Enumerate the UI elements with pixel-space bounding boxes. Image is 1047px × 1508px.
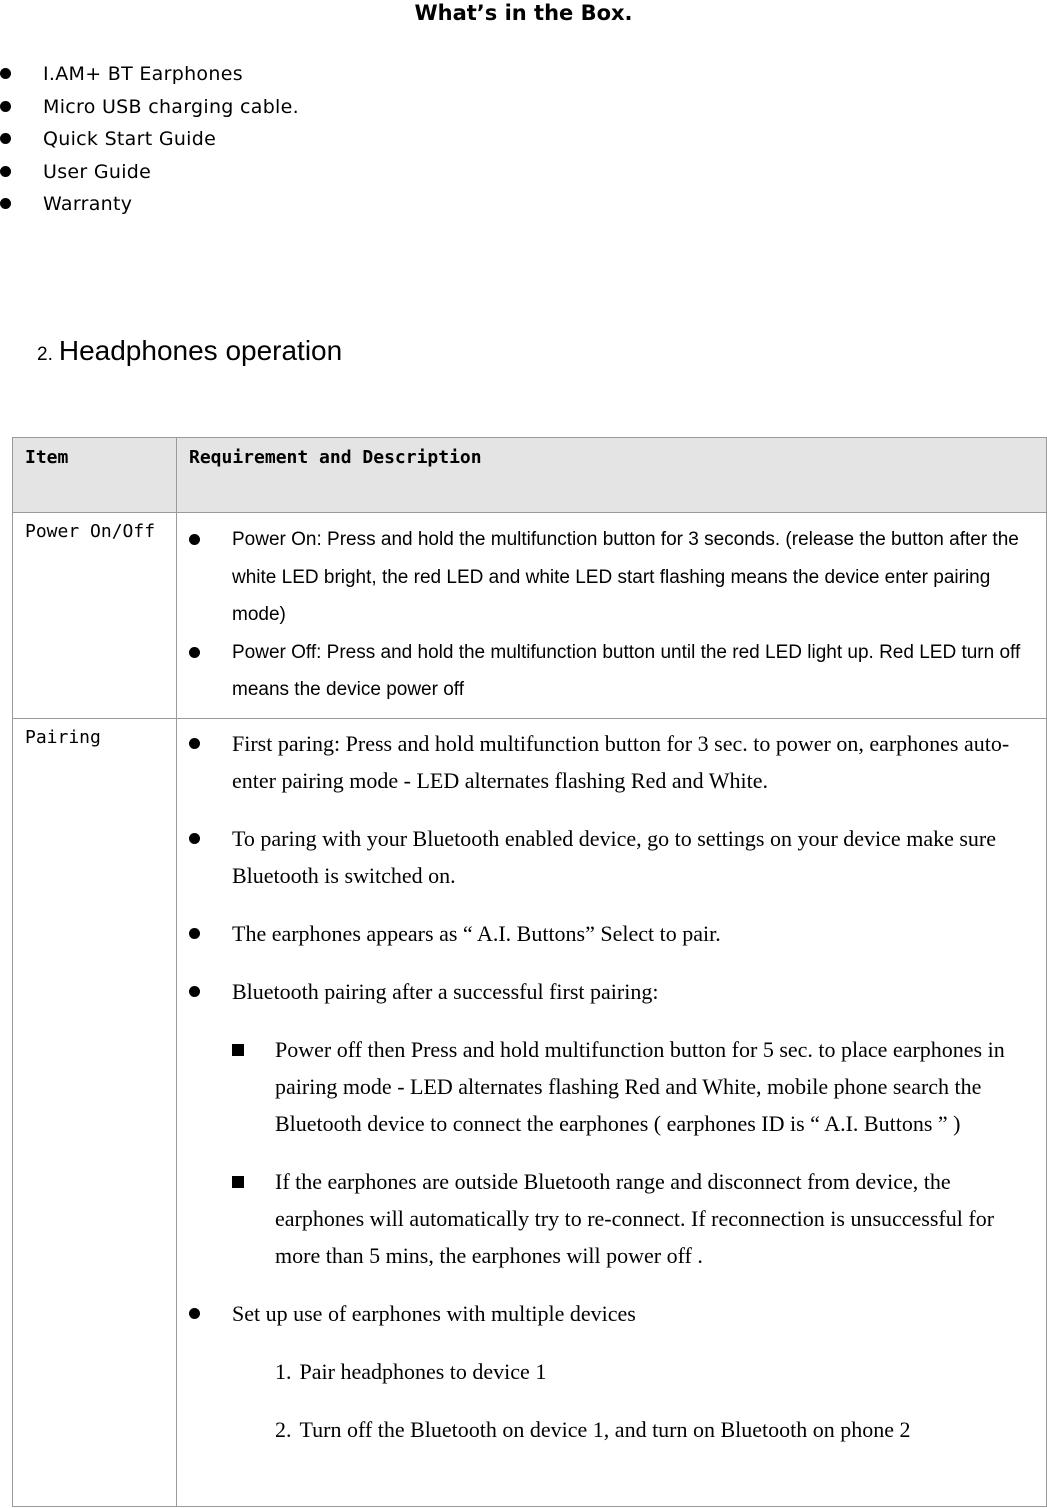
table-row xyxy=(13,719,1047,1507)
section-number: 2. xyxy=(37,344,53,365)
list-item: 2. Turn off the Bluetooth on device 1, and turn on Bluetooth on phone 2 xyxy=(275,1417,911,1442)
list-item: If the earphones are outside Bluetooth range and disconnect from device, the earphones will automatically try to re-connect. If reconnection is unsuccessful for more than 5 mins, the earphones will power off . xyxy=(232,1163,1034,1274)
bullet-icon xyxy=(189,928,200,939)
bullet-icon xyxy=(189,738,200,749)
description-cell-power xyxy=(177,513,1047,719)
header-cell-description: Requirement and Description xyxy=(177,438,1047,513)
square-bullet-icon xyxy=(232,1176,244,1188)
bullet-icon xyxy=(0,101,11,112)
table-header-row xyxy=(13,438,1047,513)
pairing-bullet-list xyxy=(177,719,1046,1448)
section-title: Headphones operation xyxy=(58,335,343,366)
list-item: Set up use of earphones with multiple devices 1. Pair headphones to device 1 2. Turn off the Bluetooth on device 1, and turn on Bluetooth on phone 2 xyxy=(189,1295,1034,1448)
list-item: To paring with your Bluetooth enabled device, go to settings on your device make sure Bluetooth is switched on. xyxy=(189,820,1034,894)
item-cell-pairing: Pairing xyxy=(13,719,177,1507)
bullet-icon xyxy=(0,198,11,209)
operation-table xyxy=(12,437,1047,1507)
header-cell-item: Item xyxy=(13,438,177,513)
table-row xyxy=(13,513,1047,719)
bullet-icon xyxy=(189,833,200,844)
bullet-icon xyxy=(0,166,11,177)
bullet-icon xyxy=(189,534,200,545)
square-bullet-icon xyxy=(232,1044,244,1056)
list-item: The earphones appears as “ A.I. Buttons” Select to pair. xyxy=(189,915,1034,952)
pairing-sub-list xyxy=(232,1031,1034,1274)
list-item: Power Off: Press and hold the multifunction button until the red LED light up. Red LED turn off means the device power off xyxy=(189,634,1034,709)
list-item: 1. Pair headphones to device 1 xyxy=(275,1359,547,1384)
list-item: Bluetooth pairing after a successful first pairing: Power off then Press and hold multifunction button for 5 sec. to place earphones in pairing mode - LED alternates flashing Red and White, mobile phone search the Bluetooth device to connect the earphones ( earphones ID is “ A.I. Buttons ” ) If the earphones are outside Bluetooth range and disconnect from device, the earphones will automatically try to re-connect. If reconnection is unsuccessful for more than 5 mins, the earphones will power off . xyxy=(189,973,1034,1274)
section-heading xyxy=(37,333,342,373)
bullet-icon xyxy=(189,986,200,997)
description-cell-pairing xyxy=(177,719,1047,1507)
list-item: First paring: Press and hold multifunction button for 3 sec. to power on, earphones auto-enter pairing mode - LED alternates flashing Red and White. xyxy=(189,725,1034,799)
page-title: What’s in the Box. xyxy=(414,1,633,25)
bullet-icon xyxy=(0,68,11,79)
bullet-icon xyxy=(189,647,200,658)
item-cell-power: Power On/Off xyxy=(13,513,177,719)
list-item: Power off then Press and hold multifunction button for 5 sec. to place earphones in pairing mode - LED alternates flashing Red and White, mobile phone search the Bluetooth device to connect the earphones ( earphones ID is “ A.I. Buttons ” ) xyxy=(232,1031,1034,1142)
steps-list xyxy=(232,1353,1034,1448)
bullet-icon xyxy=(189,1308,200,1319)
bullet-icon xyxy=(0,133,11,144)
list-item: Power On: Press and hold the multifunction button for 3 seconds. (release the button after the white LED bright, the red LED and white LED start flashing means the device enter pairing mode) xyxy=(189,521,1034,634)
power-bullet-list xyxy=(177,513,1046,709)
